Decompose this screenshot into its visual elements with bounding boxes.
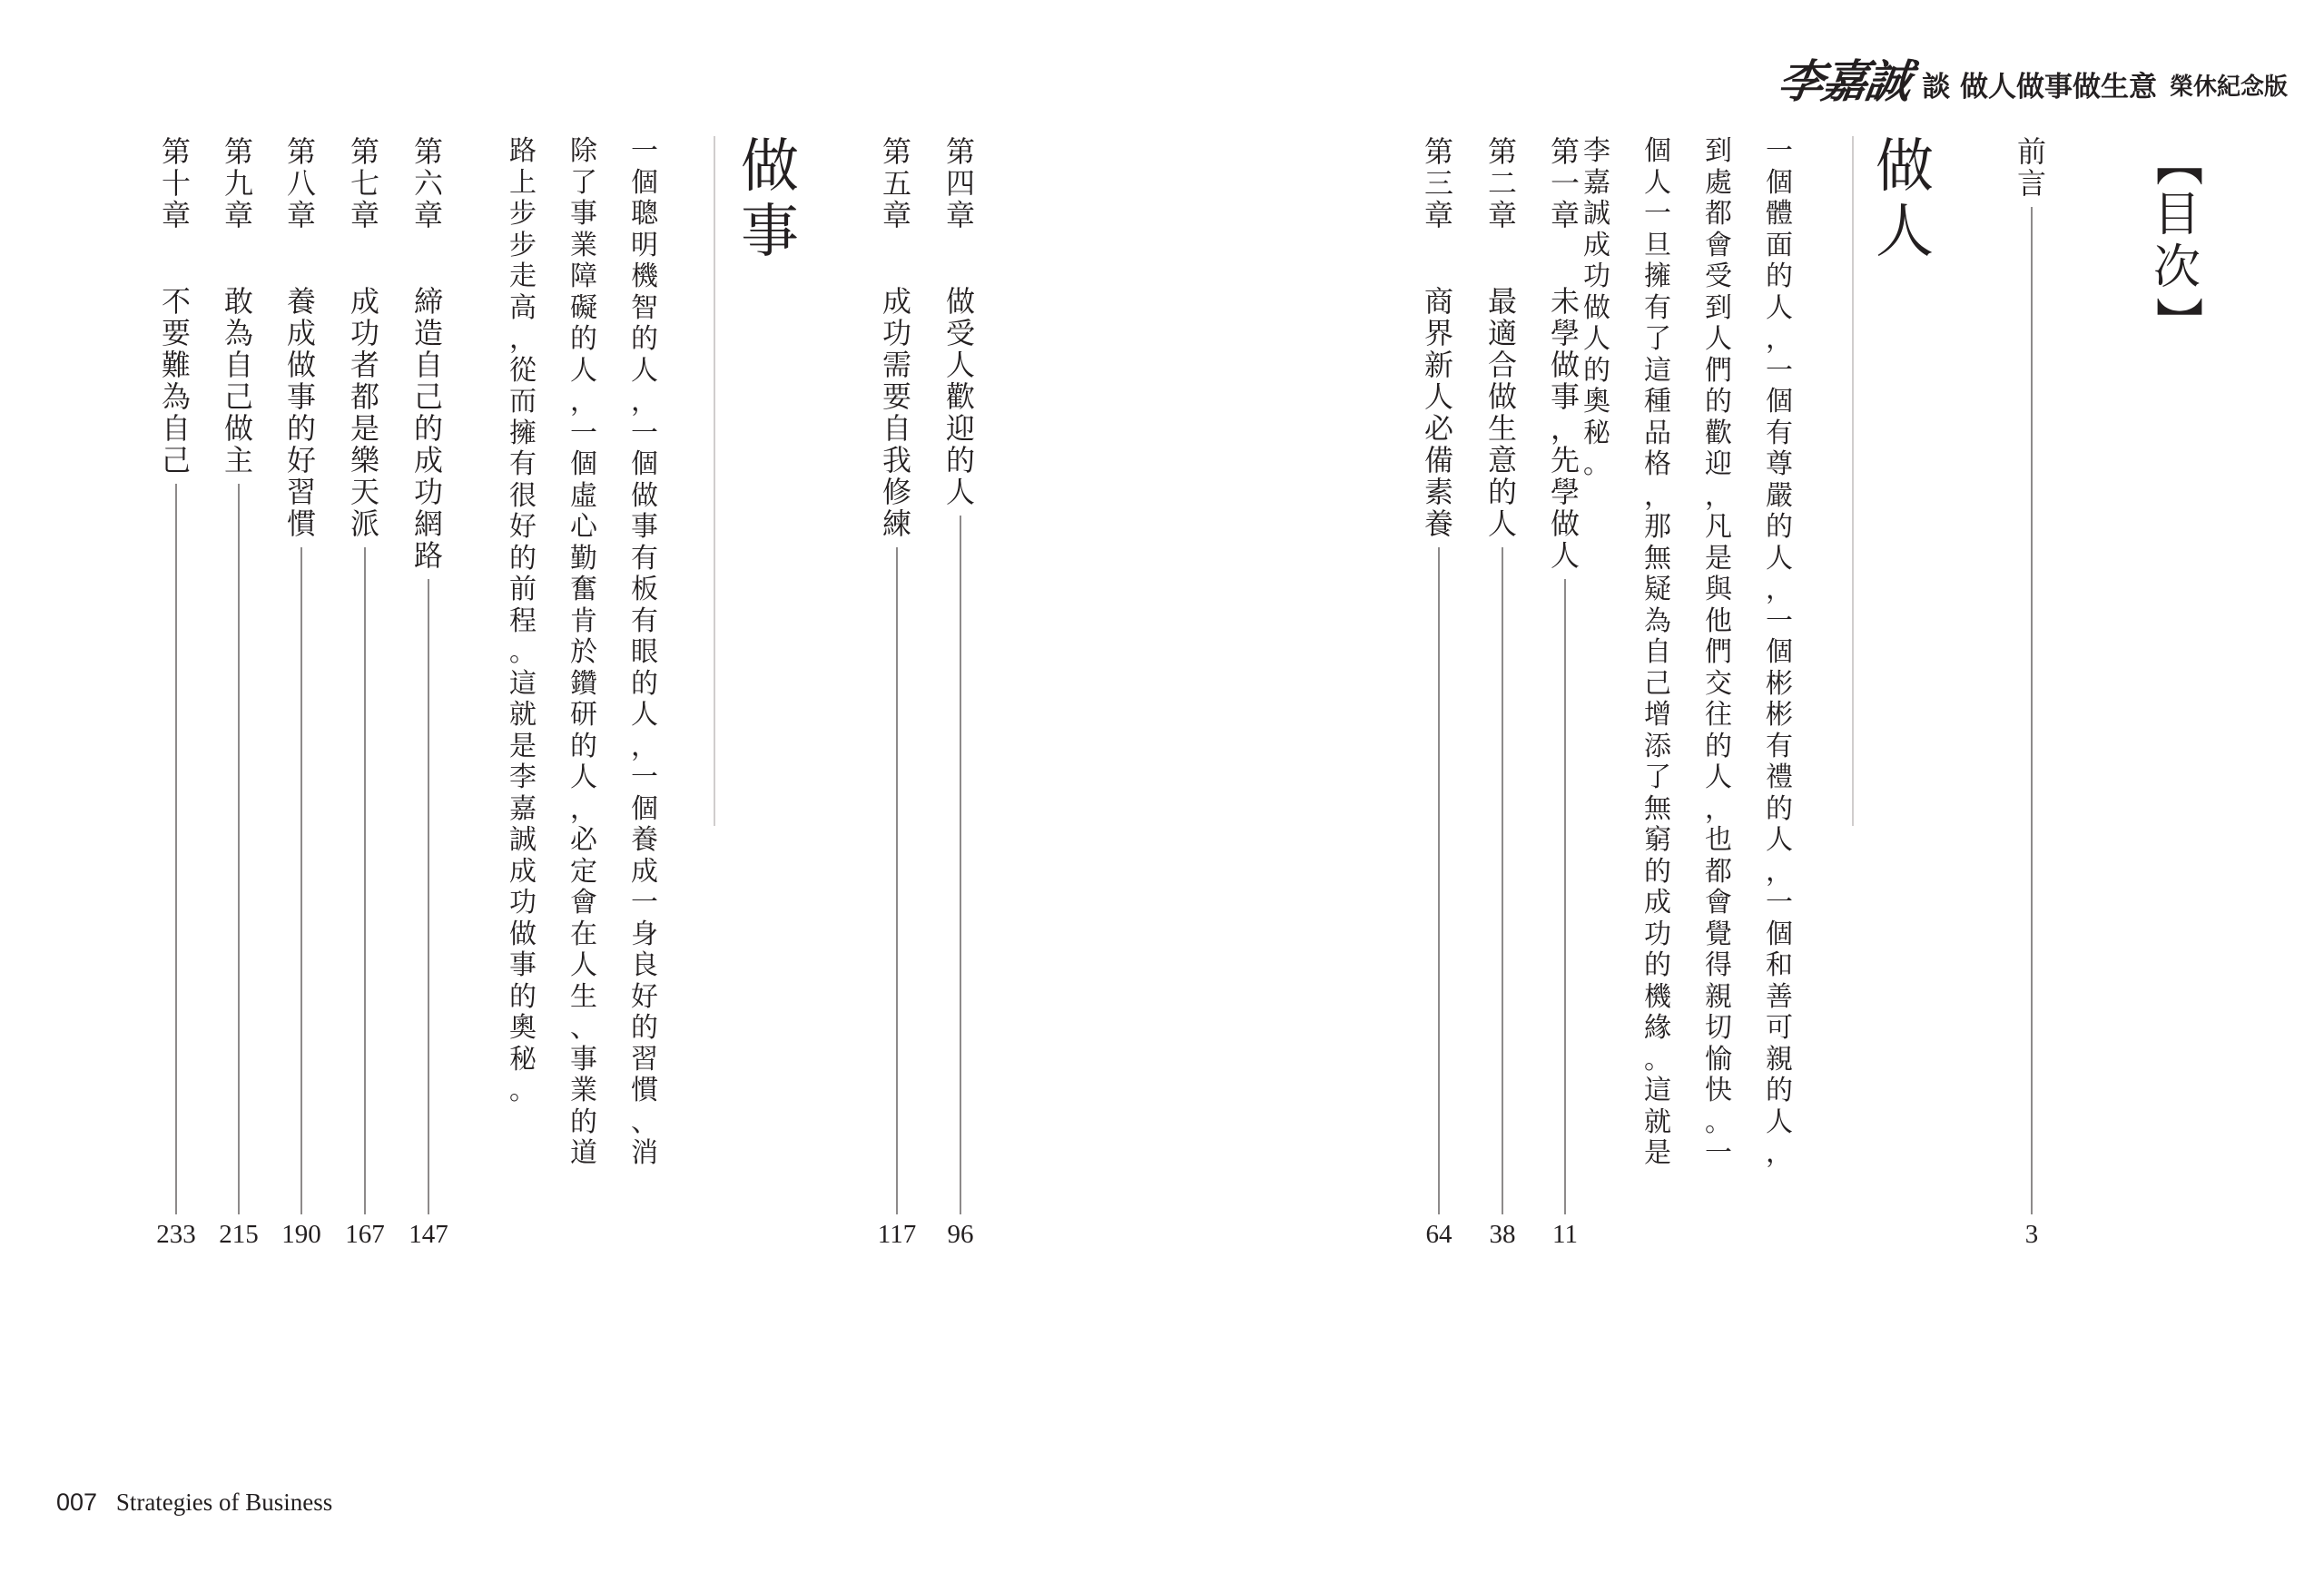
paragraph-column: 個 人 一 旦 擁 有 了 這 種 品 格 ， 那 無 疑 為 自 己 增 添 了 無 窮 的 成 功 的 機 緣 。 這 就 是 bbox=[1644, 135, 1671, 1169]
toc-entry-zuoren-1[interactable] bbox=[1547, 136, 1583, 1214]
section-heading-zuoren: 做 人 bbox=[1876, 133, 1934, 266]
chapter-title: 未 學 做 事 ， 先 學 做 人 bbox=[1550, 284, 1580, 573]
paragraph-column: 除 了 事 業 障 礙 的 人 ， 一 個 虛 心 勤 奮 肯 於 鑽 研 的 人 ， 必 定 會 在 人 生 、 事 業 的 道 bbox=[570, 135, 597, 1169]
toc-entry-zuoren-2[interactable] bbox=[1484, 136, 1521, 1214]
paragraph-column: 李 嘉 誠 成 功 做 人 的 奧 秘 。 bbox=[1583, 135, 1610, 480]
chapter-title: 成 功 者 都 是 樂 天 派 bbox=[350, 284, 379, 541]
page-number: 117 bbox=[877, 1220, 917, 1249]
chapter-number: 第 九 章 bbox=[223, 134, 253, 232]
leader-line bbox=[1564, 579, 1566, 1214]
leader-line bbox=[960, 516, 961, 1214]
brand-signature: 李嘉誠 bbox=[1775, 54, 1914, 108]
toc-entry-zuoshi-6[interactable] bbox=[410, 136, 447, 1214]
chapter-number: 第 六 章 bbox=[413, 134, 443, 232]
section-rule bbox=[714, 136, 715, 826]
paragraph-column: 一 個 聰 明 機 智 的 人 ， 一 個 做 事 有 板 有 眼 的 人 ， 一 個 養 成 一 身 良 好 的 習 慣 、 消 bbox=[631, 135, 658, 1169]
chapter-number: 第 十 章 bbox=[161, 134, 191, 232]
toc-entry-zuoren-4[interactable] bbox=[942, 136, 979, 1214]
preface-label: 前 言 bbox=[2016, 134, 2046, 201]
leader-line bbox=[300, 547, 302, 1214]
page-number: 215 bbox=[219, 1220, 259, 1249]
toc-entry-zuoren-3[interactable] bbox=[1421, 136, 1457, 1214]
page-footer bbox=[56, 1488, 332, 1517]
chapter-title: 成 功 需 要 自 我 修 練 bbox=[881, 284, 911, 541]
page-number: 96 bbox=[947, 1220, 974, 1249]
page-number: 147 bbox=[409, 1220, 448, 1249]
edition-label: 榮休紀念版 bbox=[2169, 74, 2288, 101]
paragraph-column: 一 個 體 面 的 人 ， 一 個 有 尊 嚴 的 人 ， 一 個 彬 彬 有 禮 的 人 ， 一 個 和 善 可 親 的 人 ， bbox=[1766, 135, 1793, 1169]
page-number: 3 bbox=[2024, 1220, 2039, 1249]
chapter-number: 第 二 章 bbox=[1487, 134, 1517, 232]
chapter-title: 商 界 新 人 必 備 素 養 bbox=[1423, 284, 1453, 541]
chapter-number: 第 五 章 bbox=[881, 134, 911, 232]
chapter-title: 養 成 做 事 的 好 習 慣 bbox=[286, 284, 316, 541]
leader-line bbox=[2031, 207, 2033, 1214]
leader-line bbox=[175, 484, 177, 1214]
chapter-title: 做 受 人 歡 迎 的 人 bbox=[945, 284, 975, 509]
paragraph-column: 到 處 都 會 受 到 人 們 的 歡 迎 ， 凡 是 與 他 們 交 往 的 人 ， 也 都 會 覺 得 親 切 愉 快 。 一 bbox=[1705, 135, 1732, 1169]
leader-line bbox=[896, 547, 898, 1214]
chapter-number: 第 一 章 bbox=[1550, 134, 1580, 232]
series-name: Strategies of Business bbox=[115, 1488, 333, 1516]
leader-line bbox=[428, 579, 429, 1214]
page-number: 233 bbox=[156, 1220, 196, 1249]
toc-entry-zuoshi-7[interactable] bbox=[347, 136, 383, 1214]
toc-entry-preface[interactable] bbox=[2014, 136, 2050, 1214]
leader-line bbox=[364, 547, 366, 1214]
leader-line bbox=[238, 484, 240, 1214]
running-header bbox=[1775, 53, 2288, 108]
chapter-title: 敢 為 自 己 做 主 bbox=[223, 284, 253, 477]
toc-entry-zuoshi-8[interactable] bbox=[283, 136, 320, 1214]
page-number: 11 bbox=[1552, 1220, 1578, 1249]
section-rule bbox=[1852, 136, 1854, 826]
page-number: 38 bbox=[1489, 1220, 1516, 1249]
chapter-number: 第 四 章 bbox=[945, 134, 975, 232]
toc-entry-zuoshi-10[interactable] bbox=[158, 136, 194, 1214]
toc-title: 【 目 次 】 bbox=[2150, 138, 2205, 345]
chapter-number: 第 七 章 bbox=[350, 134, 379, 232]
page-number: 190 bbox=[281, 1220, 321, 1249]
chapter-title: 締 造 自 己 的 成 功 網 路 bbox=[413, 284, 443, 573]
chapter-title: 不 要 難 為 自 己 bbox=[161, 284, 191, 477]
folio: 007 bbox=[56, 1488, 98, 1516]
toc-entry-zuoren-5[interactable] bbox=[879, 136, 915, 1214]
chapter-title: 最 適 合 做 生 意 的 人 bbox=[1487, 284, 1517, 541]
chapter-number: 第 八 章 bbox=[286, 134, 316, 232]
toc-entry-zuoshi-9[interactable] bbox=[221, 136, 257, 1214]
leader-line bbox=[1438, 547, 1440, 1214]
book-title: 談 做人做事做生意 bbox=[1922, 71, 2157, 103]
chapter-number: 第 三 章 bbox=[1423, 134, 1453, 232]
paragraph-column: 路 上 步 步 走 高 ， 從 而 擁 有 很 好 的 前 程 。 這 就 是 李 嘉 誠 成 功 做 事 的 奧 秘 。 bbox=[509, 135, 537, 1106]
page-number: 64 bbox=[1425, 1220, 1452, 1249]
section-heading-zuoshi: 做 事 bbox=[741, 133, 799, 266]
page-number: 167 bbox=[345, 1220, 385, 1249]
leader-line bbox=[1502, 547, 1503, 1214]
